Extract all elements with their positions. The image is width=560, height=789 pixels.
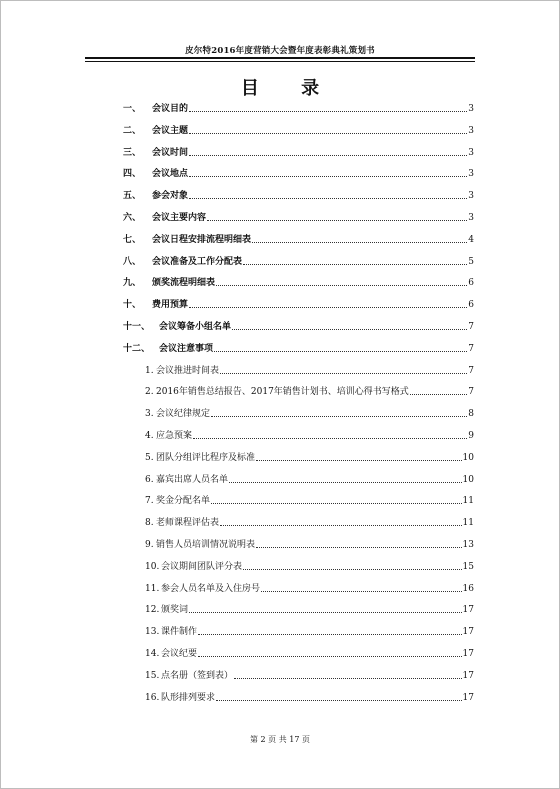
toc-entry[interactable] (145, 365, 474, 377)
toc-entry[interactable] (145, 583, 474, 595)
toc-entry-number: 八、 (123, 256, 142, 267)
toc-leader-dots (189, 612, 462, 613)
toc-entry-number: 5. (145, 452, 154, 463)
toc-leader-dots (410, 394, 467, 395)
toc-entry-number: 一、 (123, 104, 142, 114)
toc-entry-page-number: 17 (462, 692, 474, 703)
toc-entry[interactable] (145, 561, 474, 573)
toc-leader-dots (216, 700, 462, 701)
toc-entry-number: 3. (145, 409, 154, 420)
toc-entry[interactable] (145, 670, 474, 682)
toc-leader-dots (189, 133, 467, 134)
toc-entry-title: 会议纪律规定 (156, 409, 211, 420)
toc-leader-dots (261, 591, 462, 592)
toc-entry-number: 七、 (123, 234, 142, 245)
toc-entry[interactable] (123, 321, 474, 333)
toc-entry-title: 参会对象 (152, 191, 189, 202)
toc-entry-page-number: 3 (468, 104, 474, 114)
toc-entry-page-number: 16 (462, 583, 474, 594)
toc-entry-page-number: 6 (468, 278, 474, 289)
toc-entry-page-number: 7 (468, 387, 474, 398)
toc-entry-title: 费用预算 (152, 300, 189, 311)
toc-entry-number: 六、 (123, 213, 142, 223)
toc-entry[interactable] (123, 299, 474, 311)
toc-entry-page-number: 17 (462, 649, 474, 659)
toc-entry-number: 10. (145, 561, 160, 572)
toc-entry-page-number: 17 (462, 627, 474, 638)
toc-entry[interactable] (123, 190, 474, 202)
toc-entry-page-number: 7 (468, 365, 474, 376)
toc-entry-title: 嘉宾出席人员名单 (156, 474, 229, 485)
toc-entry-title: 会议主要内容 (152, 213, 207, 223)
toc-entry[interactable] (145, 430, 474, 442)
toc-entry-title: 会议筹备小组名单 (159, 322, 232, 332)
toc-leader-dots (207, 220, 467, 221)
toc-entry-number: 9. (145, 540, 154, 550)
toc-entry-title: 会议期间团队评分表 (161, 561, 243, 572)
toc-entry-number: 11. (145, 583, 160, 594)
toc-entry-page-number: 8 (468, 409, 474, 420)
toc-entry[interactable] (145, 386, 474, 398)
toc-leader-dots (216, 285, 467, 286)
toc-entry-title: 课件制作 (161, 627, 198, 638)
toc-entry-number: 2. (145, 387, 154, 398)
toc-entry-title: 颁奖流程明细表 (152, 278, 216, 289)
toc-leader-dots (198, 634, 462, 635)
toc-leader-dots (211, 416, 467, 417)
toc-entry-number: 十一、 (123, 322, 151, 332)
toc-entry-page-number: 3 (468, 191, 474, 202)
toc-leader-dots (252, 242, 467, 243)
toc-entry-number: 九、 (123, 278, 142, 289)
toc-entry-number: 7. (145, 496, 154, 507)
toc-leader-dots (243, 569, 462, 570)
toc-entry-title: 会议地点 (152, 169, 189, 180)
toc-entry-number: 三、 (123, 147, 142, 158)
toc-entry[interactable] (123, 343, 474, 355)
toc-entry-title: 颁奖词 (161, 605, 189, 616)
toc-entry-number: 12. (145, 605, 160, 616)
toc-entry-title: 老师课程评估表 (156, 518, 220, 529)
toc-entry-number: 二、 (123, 125, 142, 136)
toc-entry-title: 会议目的 (152, 104, 189, 114)
toc-entry[interactable] (145, 692, 474, 704)
toc-entry-page-number: 17 (462, 605, 474, 616)
toc-entry-number: 十、 (123, 300, 142, 311)
toc-leader-dots (189, 176, 467, 177)
toc-entry-number: 15. (145, 670, 160, 681)
toc-entry[interactable] (123, 103, 474, 115)
toc-entry[interactable] (145, 517, 474, 529)
toc-entry[interactable] (145, 626, 474, 638)
toc-entry-page-number: 13 (462, 540, 474, 550)
toc-leader-dots (189, 155, 467, 156)
toc-entry-title: 参会人员名单及入住房号 (161, 583, 261, 594)
toc-entry[interactable] (145, 452, 474, 464)
toc-entry-number: 16. (145, 692, 160, 703)
toc-entry-page-number: 4 (468, 234, 474, 245)
toc-entry-number: 1. (145, 365, 154, 376)
toc-entry-title: 会议准备及工作分配表 (152, 256, 243, 267)
toc-entry-title: 队形排列要求 (161, 692, 216, 703)
toc-entry-page-number: 15 (462, 561, 474, 572)
toc-leader-dots (211, 503, 462, 504)
toc-entry-page-number: 7 (468, 322, 474, 332)
toc-leader-dots (234, 678, 462, 679)
toc-entry-page-number: 9 (468, 431, 474, 441)
toc-leader-dots (220, 373, 467, 374)
toc-entry[interactable] (123, 234, 474, 246)
toc-entry-title: 应急预案 (156, 431, 193, 441)
toc-leader-dots (189, 307, 467, 308)
toc-entry[interactable] (123, 125, 474, 137)
toc-entry[interactable] (123, 147, 474, 159)
toc-entry-title: 2016年销售总结报告、2017年销售计划书、培训心得书写格式 (156, 387, 409, 398)
toc-entry-page-number: 10 (462, 452, 474, 463)
toc-entry-page-number: 3 (468, 147, 474, 158)
toc-entry-number: 十二、 (123, 343, 151, 354)
toc-entry-page-number: 11 (462, 518, 474, 529)
toc-entry-page-number: 17 (462, 670, 474, 681)
toc-entry-title: 销售人员培训情况说明表 (156, 540, 256, 550)
toc-entry-page-number: 3 (468, 213, 474, 223)
toc-leader-dots (189, 111, 467, 112)
toc-entry[interactable] (145, 408, 474, 420)
toc-leader-dots (229, 482, 462, 483)
toc-entry-title: 会议主题 (152, 125, 189, 136)
toc-entry-title: 会议纪要 (161, 649, 198, 659)
toc-entry-title: 点名册（签到表） (161, 670, 234, 681)
toc-leader-dots (189, 198, 467, 199)
page-footer: 第 2 页 共 17 页 (250, 735, 310, 744)
toc-entry[interactable] (123, 212, 474, 224)
toc-leader-dots (193, 438, 467, 439)
toc-leader-dots (214, 351, 467, 352)
toc-entry-page-number: 10 (462, 474, 474, 485)
toc-entry-number: 4. (145, 431, 154, 441)
toc-entry-number: 14. (145, 649, 160, 659)
toc-entry-title: 会议时间 (152, 147, 189, 158)
toc-entry-number: 五、 (123, 191, 142, 202)
toc-leader-dots (256, 460, 462, 461)
toc-entry[interactable] (123, 168, 474, 180)
toc-leader-dots (232, 329, 467, 330)
toc-leader-dots (198, 656, 462, 657)
toc-entry-page-number: 11 (462, 496, 474, 507)
toc-entry-page-number: 5 (468, 256, 474, 267)
toc-entry[interactable] (145, 495, 474, 507)
toc-entry-number: 13. (145, 627, 160, 638)
toc-entry-title: 会议日程安排流程明细表 (152, 234, 252, 245)
toc-entry-page-number: 3 (468, 125, 474, 136)
toc-entry-title: 奖金分配名单 (156, 496, 211, 507)
toc-entry-page-number: 6 (468, 300, 474, 311)
toc-entry-number: 四、 (123, 169, 142, 180)
toc-entry-number: 6. (145, 474, 154, 485)
toc-leader-dots (220, 525, 462, 526)
document-header: 皮尔特2016年度营销大会暨年度表彰典礼策划书 (185, 46, 375, 56)
toc-leader-dots (243, 264, 467, 265)
toc-entry-page-number: 7 (468, 343, 474, 354)
header-rule-thin (85, 61, 475, 62)
toc-entry-title: 会议推进时间表 (156, 365, 220, 376)
toc-entry-number: 8. (145, 518, 154, 529)
toc-entry[interactable] (145, 539, 474, 551)
toc-entry-page-number: 3 (468, 169, 474, 180)
header-rule (85, 57, 475, 59)
toc-entry[interactable] (145, 648, 474, 660)
toc-entry[interactable] (123, 277, 474, 289)
toc-leader-dots (256, 547, 462, 548)
toc-entry-title: 团队分组评比程序及标准 (156, 452, 256, 463)
toc-entry[interactable] (145, 474, 474, 486)
toc-entry[interactable] (145, 604, 474, 616)
toc-title: 目 录 (240, 78, 338, 99)
toc-entry[interactable] (123, 256, 474, 268)
toc-entry-title: 会议注意事项 (159, 343, 214, 354)
